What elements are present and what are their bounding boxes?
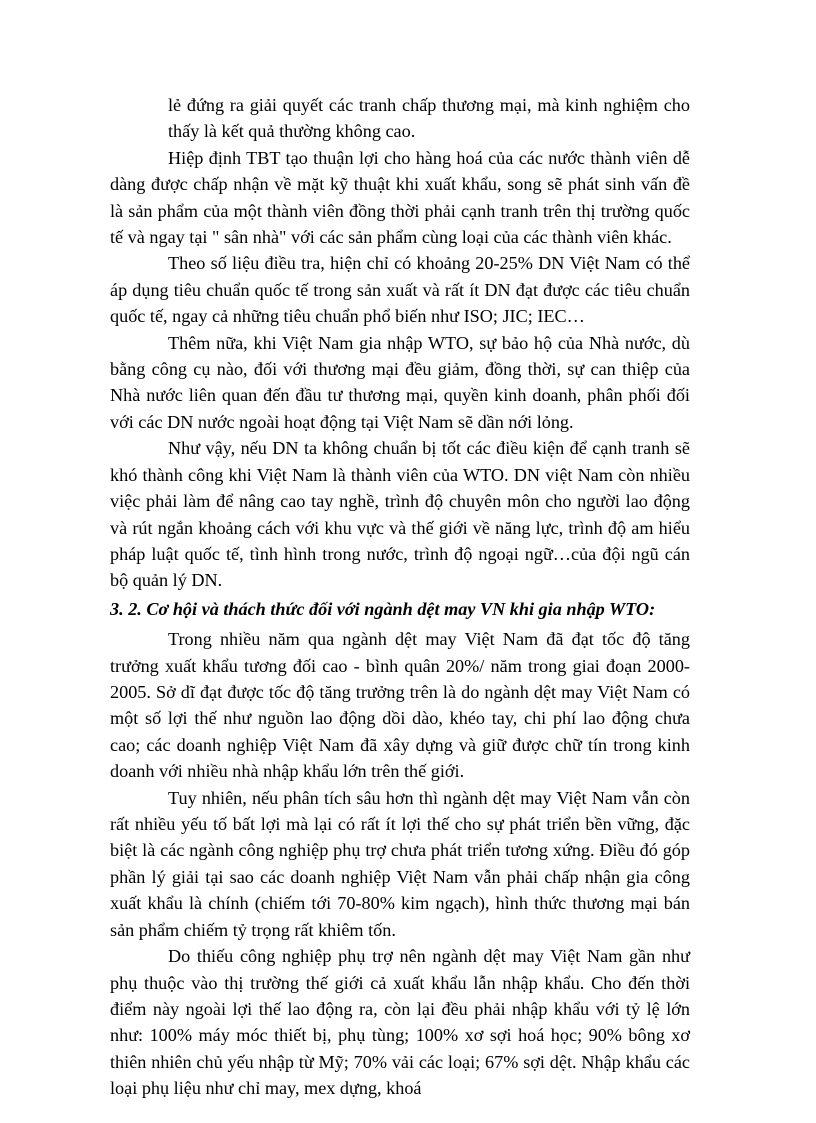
paragraph-competition-readiness: Như vậy, nếu DN ta không chuẩn bị tốt các điều kiện để cạnh tranh sẽ khó thành công khi Việt Nam là thành viên của WTO. DN việt Nam còn nhiều việc phải làm để nâng cao tay nghề, trình độ chuyên môn cho người lao động và rút ngắn khoảng cách với khu vực và thế giới về năng lực, trình độ am hiểu pháp luật quốc tế, tình hình trong nước, trình độ ngoại ngữ…của đội ngũ cán bộ quản lý DN.	[110, 438, 690, 591]
paragraph-disadvantages: Tuy nhiên, nếu phân tích sâu hơn thì ngành dệt may Việt Nam vẫn còn rất nhiều yếu tố bất lợi mà lại có rất ít lợi thế cho sự phát triển bền vững, đặc biệt là các ngành công nghiệp phụ trợ chưa phát triển tương xứng. Điều đó góp phần lý giải tại sao các doanh nghiệp Việt Nam vẫn phải chấp nhận gia công xuất khẩu là chính (chiếm tới 70-80% kim ngạch), hình thức thương mại bán sản phẩm chiếm tỷ trọng rất khiêm tốn.	[110, 787, 690, 940]
document-page	[110, 92, 690, 1102]
paragraph-export-growth: Trong nhiều năm qua ngành dệt may Việt Nam đã đạt tốc độ tăng trưởng xuất khẩu tương đối cao - bình quân 20%/ năm trong giai đoạn 2000-2005. Sở dĩ đạt được tốc độ tăng trưởng trên là do ngành dệt may Việt Nam có một số lợi thế như nguồn lao động dồi dào, khéo tay, chi phí lao động chưa cao; các doanh nghiệp Việt Nam đã xây dựng và giữ được chữ tín trong kinh doanh với nhiều nhà nhập khẩu lớn trên thế giới.	[110, 629, 690, 782]
paragraph-import-dependence: Do thiếu công nghiệp phụ trợ nên ngành dệt may Việt Nam gần như phụ thuộc vào thị trường thế giới cả xuất khẩu lẫn nhập khẩu. Cho đến thời điểm này ngoài lợi thế lao động ra, còn lại đều phải nhập khẩu với tỷ lệ lớn như: 100% máy móc thiết bị, phụ tùng; 100% xơ sợi hoá học; 90% bông xơ thiên nhiên chủ yếu nhập từ Mỹ; 70% vải các loại; 67% sợi dệt. Nhập khẩu các loại phụ liệu như chỉ may, mex dựng, khoá	[110, 946, 690, 1099]
section-heading: 3. 2. Cơ hội và thách thức đối với ngành dệt may VN khi gia nhập WTO:	[110, 598, 656, 619]
paragraph-tbt-agreement: Hiệp định TBT tạo thuận lợi cho hàng hoá của các nước thành viên dễ dàng được chấp nhận về mặt kỹ thuật khi xuất khẩu, song sẽ phát sinh vấn đề là sản phẩm của một thành viên đồng thời phải cạnh tranh trên thị trường quốc tế và ngay tại " sân nhà" với các sản phẩm cùng loại của các thành viên khác.	[110, 147, 690, 248]
paragraph-state-protection: Thêm nữa, khi Việt Nam gia nhập WTO, sự bảo hộ của Nhà nước, dù bằng công cụ nào, đối với thương mại đều giảm, đồng thời, sự can thiệp của Nhà nước liên quan đến đầu tư thương mại, quyền kinh doanh, phân phối đối với các DN nước ngoài hoạt động tại Việt Nam sẽ dần nới lỏng.	[110, 332, 690, 432]
paragraph-continuation: lẻ đứng ra giải quyết các tranh chấp thương mại, mà kinh nghiệm cho thấy là kết quả thường không cao.	[168, 95, 690, 142]
paragraph-survey-data: Theo số liệu điều tra, hiện chỉ có khoảng 20-25% DN Việt Nam có thể áp dụng tiêu chuẩn quốc tế trong sản xuất và rất ít DN đạt được các tiêu chuẩn quốc tế, ngay cả những tiêu chuẩn phổ biến như ISO; JIC; IEC…	[110, 253, 690, 327]
